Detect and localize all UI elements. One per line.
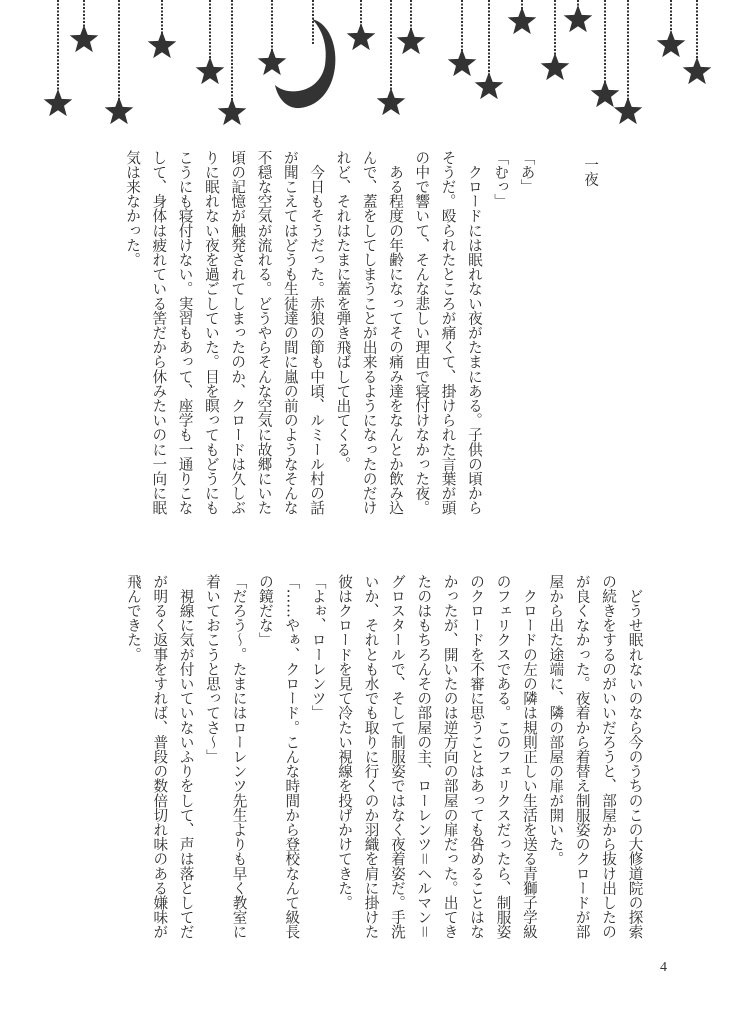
text-column: たのはもちろんその部屋の主、ローレンツ＝ヘルマン＝ [415,574,433,939]
star-icon [44,89,73,116]
chapter-title: 一夜 [582,157,599,187]
text-column: どうせ眠れないのなら今のうちのこの大修道院の探索 [626,574,644,939]
star-icon [614,97,643,124]
text-column: こうにも寝付けない。実習もあって、座学も一通りこな [176,150,194,515]
text-column: の鏡だな」 [256,574,274,647]
text-column: のクロードを不審に思うことはあっても咎めることはな [468,574,486,939]
text-column: そうだ。殴られたところが痛くて、掛けられた言葉が頭 [439,150,457,515]
text-column: 飛んできた。 [124,574,142,662]
text-column: んで、蓋をしてしまうことが出来るようになったのだけ [360,150,378,515]
text-column: が良くなかった。夜着から着替え制服姿のクロードが部 [573,574,591,939]
star-icon [657,30,686,57]
text-column: 視線に気が付いていないふりをして、声は落としてだ [177,574,195,939]
star-icon [70,25,99,52]
text-column: して、身体は疲れている筈だから休みたいのに一向に眠 [150,150,168,515]
hanging-stars-moon-decoration [0,0,730,135]
text-column: の続きをするのがいいだろうと、部屋から抜け出したの [600,574,618,939]
star-icon [148,31,177,58]
text-column: 着いておこうと思ってさ〜」 [204,574,222,764]
text-column: 「……やぁ、クロード。こんな時間から登校なんて級長 [283,574,301,939]
text-column: 「むっ」 [492,150,510,209]
text-column: 屋から出た途端に、隣の部屋の扉が開いた。 [547,574,565,866]
star-icon [258,48,287,75]
text-column: が聞こえてはどうも生徒達の間に嵐の前のようなそんな [281,150,299,515]
star-icon [397,27,426,54]
text-column: 「よぉ、ローレンツ」 [309,574,327,720]
page-number: 4 [660,960,667,975]
text-column: が明るく返事をすれば、普段の数倍切れ味のある嫌味が [151,574,169,939]
text-column: 「だろう〜。たまにはローレンツ先生よりも早く教室に [230,574,248,939]
star-icon [218,98,247,125]
text-column: の中で響いて、そんな悲しい理由で寝付けなかった夜。 [413,150,431,515]
text-column: れど、それはたまに蓋を弾き飛ばして出てくる。 [334,150,352,472]
star-icon [591,80,620,107]
crescent-moon-icon [275,19,335,108]
text-column: ある程度の年齢になってその痛み達をなんとか飲み込 [387,150,404,515]
star-icon [564,5,593,32]
star-icon [196,57,225,84]
text-column: 彼はクロードを見て冷たい視線を投げかけてきた。 [336,574,354,910]
star-icon [475,72,504,99]
text-column: グロスタールで、そして制服姿ではなく夜着姿だ。手洗 [388,574,406,939]
star-icon [508,7,537,34]
text-column: クロードには眠れない夜がたまにある。子供の頃から [465,150,483,515]
star-icon [105,97,134,124]
star-icon [541,53,570,80]
text-column: クロードの左の隣は規則正しい生活を送る青獅子学級 [520,574,538,939]
text-column: 「あ」 [518,150,536,194]
text-column: 今日もそうだった。赤狼の節も中頃、ルミール村の話 [308,150,326,515]
text-column: かったが、開いたのは逆方向の部屋の扉だった。出てき [441,574,459,939]
text-column: のフェリクスである。このフェリクスだったら、制服姿 [494,574,512,939]
text-column: いか、それとも水でも取りに行くのか羽織を肩に掛けた [362,574,380,939]
star-icon [347,23,376,50]
star-icon [377,88,406,115]
text-column: 頃の記憶が触発されてしまったのか、クロードは久しぶ [229,150,247,515]
text-column: りに眠れない夜を過ごしていた。目を瞑ってもどうにも [202,150,220,515]
star-icon [683,57,712,84]
text-column: 不穏な空気が流れる。どうやらそんな空気に故郷にいた [255,150,273,515]
text-column: 気は来なかった。 [124,150,141,267]
star-icon [448,49,477,76]
